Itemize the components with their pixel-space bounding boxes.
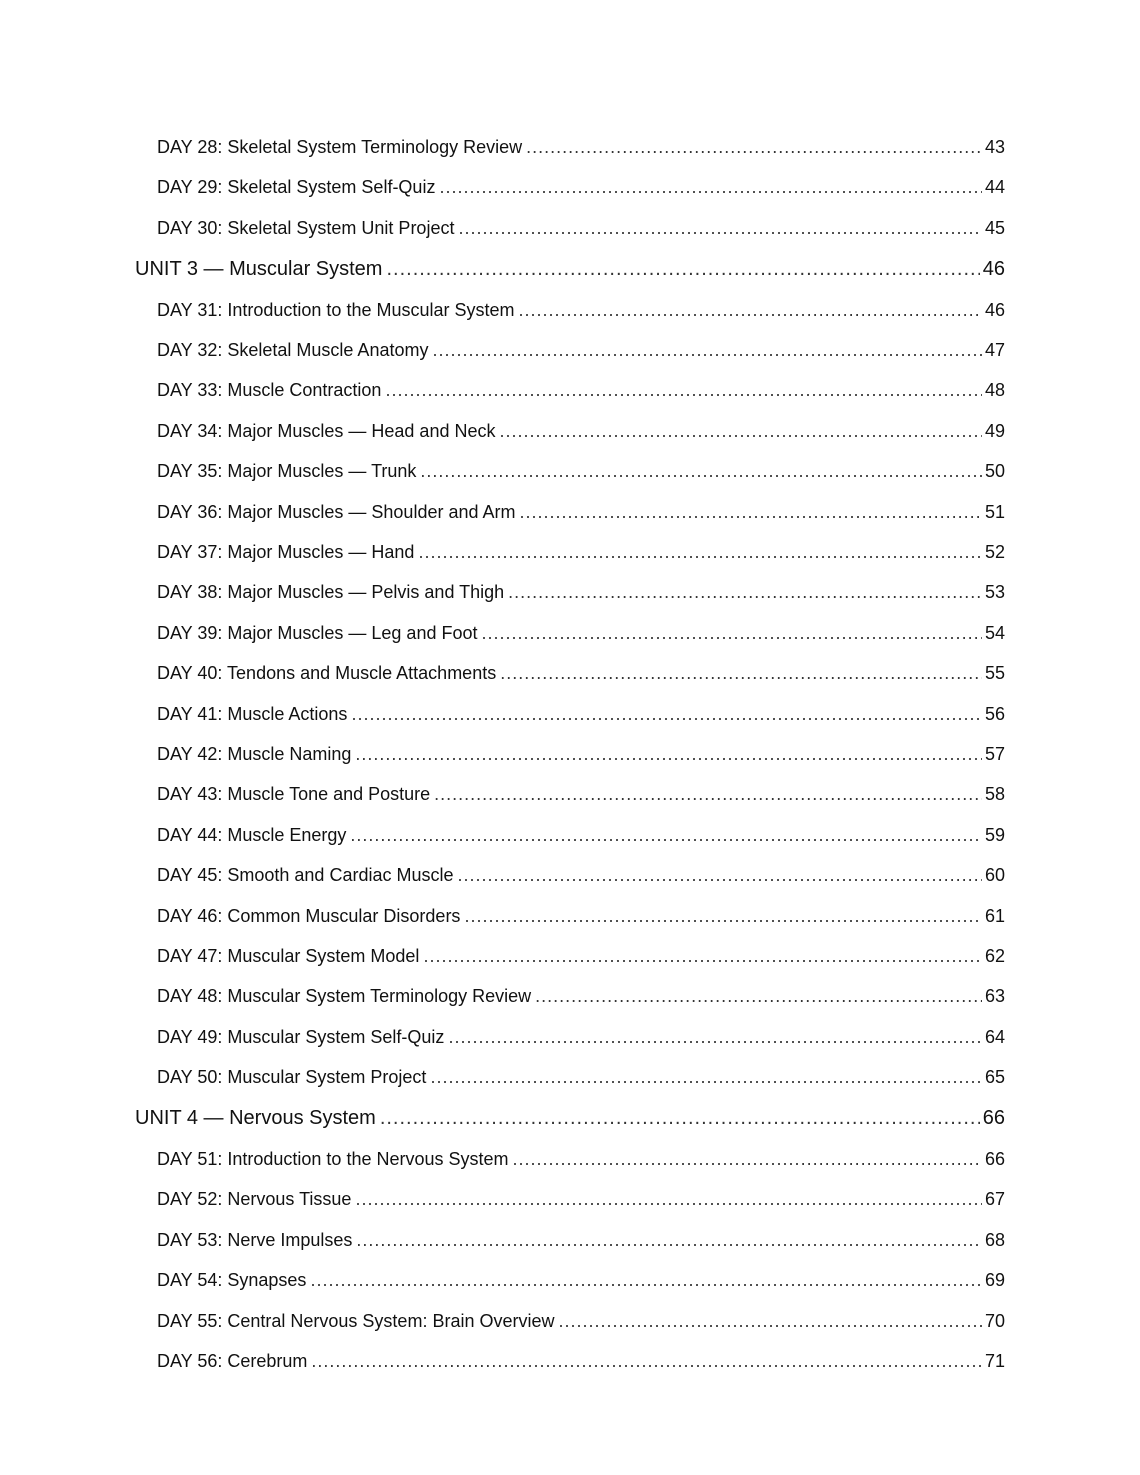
toc-entry-label: DAY 47: Muscular System Model [157,945,420,966]
toc-entry-label: DAY 36: Major Muscles — Shoulder and Arm [157,501,516,522]
toc-day-entry[interactable] [0,1055,1140,1095]
toc-day-entry[interactable] [0,813,1140,853]
dot-leader [439,177,982,198]
dot-leader [350,825,982,846]
toc-day-entry[interactable] [0,125,1140,165]
toc-entry-label: DAY 49: Muscular System Self-Quiz [157,1026,445,1047]
toc-page-number: 55 [984,663,1005,684]
dot-leader [558,1311,981,1332]
toc-entry-label: DAY 34: Major Muscles — Head and Neck [157,420,496,441]
toc-entry-label: DAY 28: Skeletal System Terminology Review [157,137,523,157]
toc-day-entry[interactable] [0,934,1140,974]
toc-entry-label: DAY 42: Muscle Naming [157,743,352,764]
toc-page-number: 69 [984,1270,1005,1291]
dot-leader [458,218,982,239]
toc-page-number: 47 [984,340,1005,361]
toc-entry-label: DAY 30: Skeletal System Unit Project [157,217,455,238]
toc-day-entry[interactable] [0,732,1140,772]
toc-day-entry[interactable] [0,449,1140,489]
toc-day-entry[interactable] [0,651,1140,691]
toc-entry-label: DAY 38: Major Muscles — Pelvis and Thigh [157,582,505,603]
toc-entry-label: DAY 39: Major Muscles — Leg and Foot [157,622,478,643]
toc-page-number: 56 [984,703,1005,724]
dot-leader [508,582,982,603]
toc-entry-label: DAY 35: Major Muscles — Trunk [157,461,417,482]
toc-entry-label: DAY 50: Muscular System Project [157,1067,427,1088]
dot-leader [310,1270,982,1291]
toc-entry-label: DAY 46: Common Muscular Disorders [157,905,461,926]
toc-entry-label: DAY 37: Major Muscles — Hand [157,542,415,563]
toc-entry-label: DAY 55: Central Nervous System: Brain Overview [157,1310,555,1331]
toc-page-number: 65 [984,1067,1005,1088]
toc-entry-label: DAY 41: Muscle Actions [157,703,348,724]
toc-day-entry[interactable] [0,288,1140,328]
toc-page-number: 50 [984,461,1005,482]
dot-leader [355,744,982,765]
toc-page-number: 62 [984,945,1005,966]
toc-page-number: 63 [984,986,1005,1007]
dot-leader [464,906,982,927]
toc-entry-label: DAY 52: Nervous Tissue [157,1189,352,1210]
toc-day-entry[interactable] [0,570,1140,610]
toc-page-number: 58 [984,784,1005,805]
dot-leader [448,1027,982,1048]
toc-page-number: 45 [984,217,1005,238]
dot-leader [481,623,981,644]
toc-day-entry[interactable] [0,1218,1140,1258]
toc-day-entry[interactable] [0,490,1140,530]
toc-day-entry[interactable] [0,692,1140,732]
toc-day-entry[interactable] [0,894,1140,934]
dot-leader [520,502,982,523]
toc-entry-label: DAY 51: Introduction to the Nervous System [157,1148,509,1169]
toc-entry-label: UNIT 3 — Muscular System [135,258,383,281]
toc-day-entry[interactable] [0,368,1140,408]
toc-day-entry[interactable] [0,1015,1140,1055]
toc-page-number: 44 [984,177,1005,198]
toc-page-number: 66 [984,1148,1005,1169]
dot-leader [519,300,982,321]
toc-page-number: 59 [984,824,1005,845]
toc-day-entry[interactable] [0,409,1140,449]
toc-unit-heading[interactable] [0,1095,1140,1137]
toc-entry-label: DAY 56: Cerebrum [157,1350,308,1371]
toc-entry-label: UNIT 4 — Nervous System [135,1107,376,1130]
toc-page-number: 46 [984,299,1005,320]
dot-leader [386,258,979,281]
toc-page-number: 57 [984,743,1005,764]
toc-page-number: 53 [984,582,1005,603]
toc-entry-label: DAY 43: Muscle Tone and Posture [157,784,431,805]
dot-leader [355,1189,982,1210]
dot-leader [356,1230,982,1251]
dot-leader [526,137,982,158]
toc-page-number: 64 [984,1026,1005,1047]
toc-entry-label: DAY 31: Introduction to the Muscular System [157,299,515,320]
toc-page-number: 48 [984,380,1005,401]
dot-leader [500,663,982,684]
toc-entry-label: DAY 54: Synapses [157,1270,307,1291]
toc-day-entry[interactable] [0,206,1140,246]
toc-day-entry[interactable] [0,1258,1140,1298]
dot-leader [351,704,982,725]
dot-leader [535,986,982,1007]
dot-leader [430,1067,982,1088]
toc-entry-label: DAY 40: Tendons and Muscle Attachments [157,663,497,684]
toc-day-entry[interactable] [0,328,1140,368]
dot-leader [432,340,982,361]
dot-leader [513,1149,982,1170]
toc-page-number: 68 [984,1229,1005,1250]
dot-leader [380,1107,980,1130]
dot-leader [418,542,982,563]
toc-page-number: 71 [984,1350,1005,1371]
toc-day-entry[interactable] [0,165,1140,205]
toc-entry-label: DAY 29: Skeletal System Self-Quiz [157,177,436,198]
dot-leader [499,421,981,442]
toc-entry-label: DAY 45: Smooth and Cardiac Muscle [157,865,454,886]
table-of-contents [0,125,1140,1379]
toc-day-entry[interactable] [0,1177,1140,1217]
toc-day-entry[interactable] [0,1299,1140,1339]
toc-day-entry[interactable] [0,853,1140,893]
toc-page-number: 70 [984,1310,1005,1331]
toc-page-number: 67 [984,1189,1005,1210]
toc-day-entry[interactable] [0,530,1140,570]
toc-day-entry[interactable] [0,1339,1140,1379]
dot-leader [311,1351,982,1372]
dot-leader [423,946,982,967]
toc-page-number: 60 [984,865,1005,886]
toc-entry-label: DAY 32: Skeletal Muscle Anatomy [157,340,429,361]
toc-page-number: 43 [984,137,1005,157]
toc-page-number: 46 [982,258,1005,281]
toc-page-number: 51 [984,501,1005,522]
toc-entry-label: DAY 53: Nerve Impulses [157,1229,353,1250]
toc-page-number: 66 [982,1107,1005,1130]
dot-leader [385,380,982,401]
toc-day-entry[interactable] [0,1137,1140,1177]
dot-leader [420,461,982,482]
dot-leader [434,784,982,805]
toc-page-number: 54 [984,622,1005,643]
toc-unit-heading[interactable] [0,246,1140,288]
toc-day-entry[interactable] [0,611,1140,651]
toc-entry-label: DAY 33: Muscle Contraction [157,380,382,401]
toc-page-number: 61 [984,905,1005,926]
toc-page-number: 49 [984,420,1005,441]
toc-entry-label: DAY 44: Muscle Energy [157,824,347,845]
toc-page-number: 52 [984,542,1005,563]
toc-day-entry[interactable] [0,772,1140,812]
toc-day-entry[interactable] [0,974,1140,1014]
toc-entry-label: DAY 48: Muscular System Terminology Review [157,986,532,1007]
dot-leader [457,865,981,886]
